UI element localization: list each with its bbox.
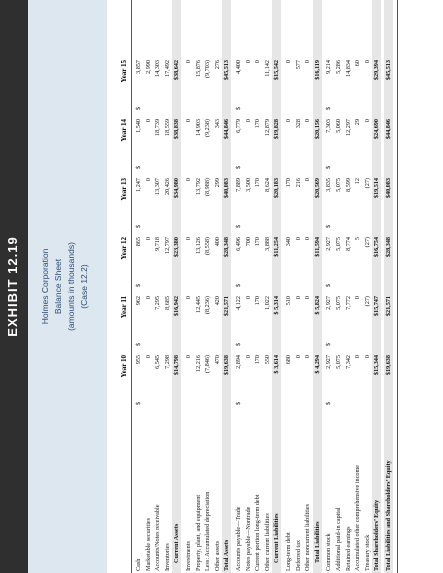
table-cell: 5,075 [335, 237, 342, 251]
table-cell: 3,888 [263, 237, 271, 251]
statement-name: Balance Sheet [53, 258, 63, 315]
table-cell: 5,060 [335, 119, 342, 133]
row-label: Other assets [213, 540, 221, 571]
row-label: Retained earnings [344, 526, 352, 571]
table-cell: 470 [213, 355, 221, 365]
table-cell: 400 [213, 237, 221, 247]
row-label: Total Liabilities and Shareholders’ Equity [385, 460, 392, 571]
table-cell: 13,126 [194, 237, 202, 255]
table-cell: 2,927 [325, 296, 333, 310]
table-cell: 0 [354, 296, 362, 300]
table-cell: (27) [363, 178, 371, 189]
table-cell: 0 [363, 119, 371, 123]
table-cell: $38,838 [173, 119, 181, 140]
table-cell: 4,122 [235, 296, 242, 310]
table-cell: 13,792 [194, 178, 202, 196]
table-cell: 0 [304, 119, 312, 123]
dollar-sign: $ [235, 165, 242, 169]
table-cell: 6,779 [235, 119, 242, 133]
table-cell: 8,624 [263, 178, 271, 192]
dollar-sign: $ [325, 106, 333, 110]
table-row [213, 0, 222, 573]
table-cell: $16,754 [373, 237, 381, 258]
header-rule [131, 0, 132, 573]
table-cell: 7,342 [344, 355, 352, 369]
table-cell: 170 [254, 119, 262, 129]
row-label: Additional paid-in capital [335, 507, 342, 571]
table-row [203, 0, 212, 573]
table-cell: 7,772 [344, 296, 352, 310]
table-row [234, 0, 243, 573]
table-cell: $ 3,614 [273, 355, 281, 374]
table-cell: 2,990 [144, 60, 152, 74]
row-label: Notes payable—Nontrade [244, 506, 252, 571]
table-cell: 17,492 [163, 60, 171, 78]
table-cell: 12,297 [344, 119, 352, 137]
table-cell: 0 [185, 355, 192, 359]
table-cell: 0 [144, 296, 152, 300]
table-cell: 2,927 [325, 237, 333, 251]
table-cell: 12,445 [194, 296, 202, 314]
table-cell: $44,846 [223, 119, 231, 140]
table-cell: 0 [304, 237, 312, 241]
table-cell: 340 [285, 237, 292, 247]
table-cell: 1,022 [263, 296, 271, 310]
table-cell: (9,238) [204, 119, 212, 138]
company-name: Holmes Corporation [40, 248, 50, 325]
dollar-sign: $ [135, 224, 142, 228]
table-cell: (8,558) [204, 237, 212, 256]
table-cell: 510 [285, 296, 292, 306]
table-cell: $16,119 [313, 60, 321, 80]
table-cell: 170 [254, 237, 262, 247]
dollar-sign: $ [135, 401, 142, 405]
table-cell: 3,500 [244, 178, 252, 192]
table-cell: $21,571 [223, 296, 231, 317]
table-cell: 5,286 [335, 60, 342, 74]
table-cell: 8,685 [163, 296, 171, 310]
year-header: Year 12 [120, 237, 128, 260]
table-cell: $34,980 [173, 178, 181, 199]
table-row [263, 0, 272, 573]
table-cell: 14,303 [154, 60, 162, 78]
dollar-sign: $ [135, 283, 142, 287]
table-cell: 9,718 [154, 237, 162, 251]
table-cell: 0 [285, 119, 292, 123]
table-cell: 5,075 [335, 355, 342, 369]
table-cell: 6,545 [154, 355, 162, 369]
table-row [353, 0, 362, 573]
table-cell: $21,571 [385, 296, 392, 317]
table-cell: 1,247 [135, 178, 142, 192]
table-cell: 12,797 [163, 237, 171, 255]
table-cell: 8,774 [344, 237, 352, 251]
footer-rule [397, 0, 398, 573]
table-cell: 0 [144, 237, 152, 241]
table-cell: 4,400 [235, 60, 242, 74]
dollar-sign: $ [135, 165, 142, 169]
table-cell: 0 [363, 60, 371, 64]
table-row [153, 0, 162, 573]
table-cell: 680 [285, 355, 292, 365]
row-label: Accounts payable—Trade [235, 506, 242, 571]
table-cell: 0 [185, 178, 192, 182]
table-cell: $19,828 [273, 119, 281, 140]
table-cell: 0 [304, 296, 312, 300]
table-row [294, 0, 303, 573]
dollar-sign: $ [135, 342, 142, 346]
table-cell: 0 [244, 60, 252, 64]
table-row [372, 0, 381, 573]
table-cell: 7,303 [325, 119, 333, 133]
table-cell: $15,344 [373, 355, 381, 376]
table-cell: $19,514 [373, 178, 381, 199]
year-header: Year 15 [120, 60, 128, 83]
table-cell: $38,642 [173, 60, 181, 81]
table-cell: 15,876 [194, 60, 202, 78]
table-cell: 0 [144, 178, 152, 182]
table-cell: $15,747 [373, 296, 381, 317]
table-cell: $23,380 [173, 237, 181, 258]
table-cell: $15,542 [273, 60, 281, 81]
dollar-sign: $ [325, 165, 333, 169]
table-cell: $29,394 [373, 60, 381, 81]
table-cell: $11,254 [273, 237, 281, 257]
table-cell: $40,083 [385, 178, 392, 199]
table-row [363, 0, 372, 573]
table-cell: 6,496 [235, 237, 242, 251]
table-cell: 20,426 [163, 178, 171, 196]
table-row [144, 0, 153, 573]
dollar-sign: $ [235, 106, 242, 110]
table-cell: 0 [185, 60, 192, 64]
row-label: Current portion long-term debt [254, 494, 262, 571]
row-label: Common stock [325, 533, 333, 571]
table-cell: 955 [135, 355, 142, 365]
table-cell: (8,236) [204, 296, 212, 315]
exhibit-title: EXHIBIT 12.19 [5, 236, 20, 337]
table-cell: 18,739 [154, 119, 162, 137]
table-cell: 0 [285, 60, 292, 64]
table-row [184, 0, 193, 573]
table-cell: 18,559 [163, 119, 171, 137]
table-row [384, 0, 393, 573]
table-cell: $45,513 [223, 60, 231, 81]
table-cell: (8,988) [204, 178, 212, 197]
table-cell: 2,894 [235, 355, 242, 369]
table-row [284, 0, 293, 573]
table-cell: 7,295 [154, 296, 162, 310]
table-cell: 0 [254, 60, 262, 64]
table-row [303, 0, 312, 573]
table-cell: 0 [294, 237, 302, 241]
dollar-sign: $ [235, 283, 242, 287]
row-label: Current Liabilities [273, 513, 281, 563]
units-note: (amounts in thousands) [66, 242, 76, 331]
table-row [324, 0, 333, 573]
table-cell: 700 [244, 237, 252, 247]
table-cell: $24,690 [373, 119, 381, 140]
table-cell: 0 [244, 119, 252, 123]
dollar-sign: $ [235, 401, 242, 405]
row-label: Other noncurrent liabilities [304, 503, 312, 571]
row-label: Total Assets [223, 539, 231, 571]
table-cell: 276 [213, 60, 221, 70]
table-cell: 14,903 [194, 119, 202, 137]
table-row [163, 0, 172, 573]
table-cell: 3,857 [135, 60, 142, 74]
dollar-sign: $ [235, 224, 242, 228]
row-label: Long-term debt [285, 532, 292, 571]
row-label: Accumulated other comprehensive income [354, 464, 362, 571]
table-cell: 5,075 [335, 178, 342, 192]
table-cell: 3,835 [325, 178, 333, 192]
table-cell: (27) [363, 296, 371, 307]
table-cell: 60 [354, 60, 362, 67]
table-cell: $20,156 [313, 119, 321, 140]
balance-sheet-table [120, 0, 443, 573]
table-row [313, 0, 322, 573]
table-row [272, 0, 281, 573]
table-cell: 0 [185, 119, 192, 123]
table-row [222, 0, 231, 573]
year-header: Year 11 [120, 296, 128, 319]
table-cell: 0 [354, 355, 362, 359]
row-label: Accounts/Notes receivable [154, 504, 162, 571]
table-cell: 962 [135, 296, 142, 306]
table-cell: $16,942 [173, 296, 181, 317]
table-cell: 216 [294, 178, 302, 188]
table-row [344, 0, 353, 573]
dollar-sign: $ [325, 401, 333, 405]
table-cell: $ 4,294 [313, 355, 321, 374]
table-cell: $19,638 [385, 355, 392, 376]
table-cell: 343 [213, 119, 221, 129]
exhibit-banner [0, 0, 28, 573]
dollar-sign: $ [325, 342, 333, 346]
table-cell: 170 [285, 178, 292, 188]
table-cell: 0 [304, 60, 312, 64]
table-cell: 420 [213, 296, 221, 306]
table-cell: 0 [185, 237, 192, 241]
table-cell: 0 [294, 355, 302, 359]
row-label: Less: Accumulated depreciation [204, 491, 212, 571]
table-cell: 0 [244, 355, 252, 359]
dollar-sign: $ [325, 283, 333, 287]
dollar-sign: $ [325, 224, 333, 228]
table-cell: 0 [144, 119, 152, 123]
table-cell: (7,846) [204, 355, 212, 374]
table-row [194, 0, 203, 573]
table-cell: 170 [254, 355, 262, 365]
table-cell: $ 5,824 [313, 296, 321, 315]
table-cell: 11,142 [263, 60, 271, 77]
row-label: Total Shareholders’ Equity [373, 499, 381, 571]
table-cell: 13,307 [154, 178, 162, 196]
table-cell: 170 [254, 178, 262, 188]
table-cell: $28,348 [223, 237, 231, 258]
row-label: Property, plant, and equipment [194, 494, 202, 571]
table-cell: 299 [213, 178, 221, 188]
table-cell: 0 [304, 355, 312, 359]
table-cell: 550 [263, 355, 271, 365]
year-header: Year 13 [120, 178, 128, 201]
table-cell: 8,599 [344, 178, 352, 192]
row-label: Investments [185, 541, 192, 571]
table-cell: $45,513 [385, 60, 392, 81]
table-cell: $20,569 [313, 178, 321, 199]
table-cell: 328 [294, 119, 302, 129]
table-cell: 5 [354, 237, 362, 241]
table-cell: 29 [354, 119, 362, 126]
table-cell: 7,889 [235, 178, 242, 192]
dollar-sign: $ [135, 106, 142, 110]
table-cell: 1,540 [135, 119, 142, 133]
row-label: Marketable securities [144, 517, 152, 571]
row-label: Other current liabilities [263, 513, 271, 571]
table-cell: 12,879 [263, 119, 271, 137]
table-cell: $40,083 [223, 178, 231, 199]
statement-heading [28, 0, 107, 573]
table-cell: (9,703) [204, 60, 212, 79]
table-row [172, 0, 181, 573]
table-cell: 7,298 [163, 355, 171, 369]
table-cell: 0 [294, 296, 302, 300]
table-cell: $20,183 [273, 178, 281, 199]
table-cell: 170 [254, 296, 262, 306]
table-cell: 0 [144, 355, 152, 359]
table-cell: 2,927 [325, 355, 333, 369]
table-cell: 5,075 [335, 296, 342, 310]
table-cell: 0 [304, 178, 312, 182]
table-cell: 0 [185, 296, 192, 300]
table-cell: $ 5,314 [273, 296, 281, 315]
table-cell: 0 [363, 355, 371, 359]
table-cell: $44,846 [385, 119, 392, 140]
row-label: Current Assets [173, 523, 181, 563]
table-row [244, 0, 253, 573]
table-cell: $11,594 [313, 237, 321, 257]
table-cell: $14,798 [173, 355, 181, 376]
case-reference: (Case 12.2) [79, 264, 89, 309]
dollar-sign: $ [235, 342, 242, 346]
table-cell: $28,348 [385, 237, 392, 258]
row-label: Inventories [163, 543, 171, 571]
year-header: Year 10 [120, 355, 128, 378]
table-cell: 577 [294, 60, 302, 70]
row-label: Cash [135, 558, 142, 571]
row-label: Total Liabilities [313, 521, 321, 563]
year-header: Year 14 [120, 119, 128, 142]
table-cell: 12 [354, 178, 362, 185]
table-row [334, 0, 343, 573]
table-cell: 865 [135, 237, 142, 247]
table-row [134, 0, 143, 573]
table-cell: 14,834 [344, 60, 352, 78]
table-cell: 9,214 [325, 60, 333, 74]
table-cell: 12,216 [194, 355, 202, 373]
table-cell: 0 [244, 296, 252, 300]
row-label: Treasury stock [363, 534, 371, 571]
table-cell: $19,638 [223, 355, 231, 376]
table-row [253, 0, 262, 573]
table-cell: (27) [363, 237, 371, 248]
row-label: Deferred tax [294, 539, 302, 571]
